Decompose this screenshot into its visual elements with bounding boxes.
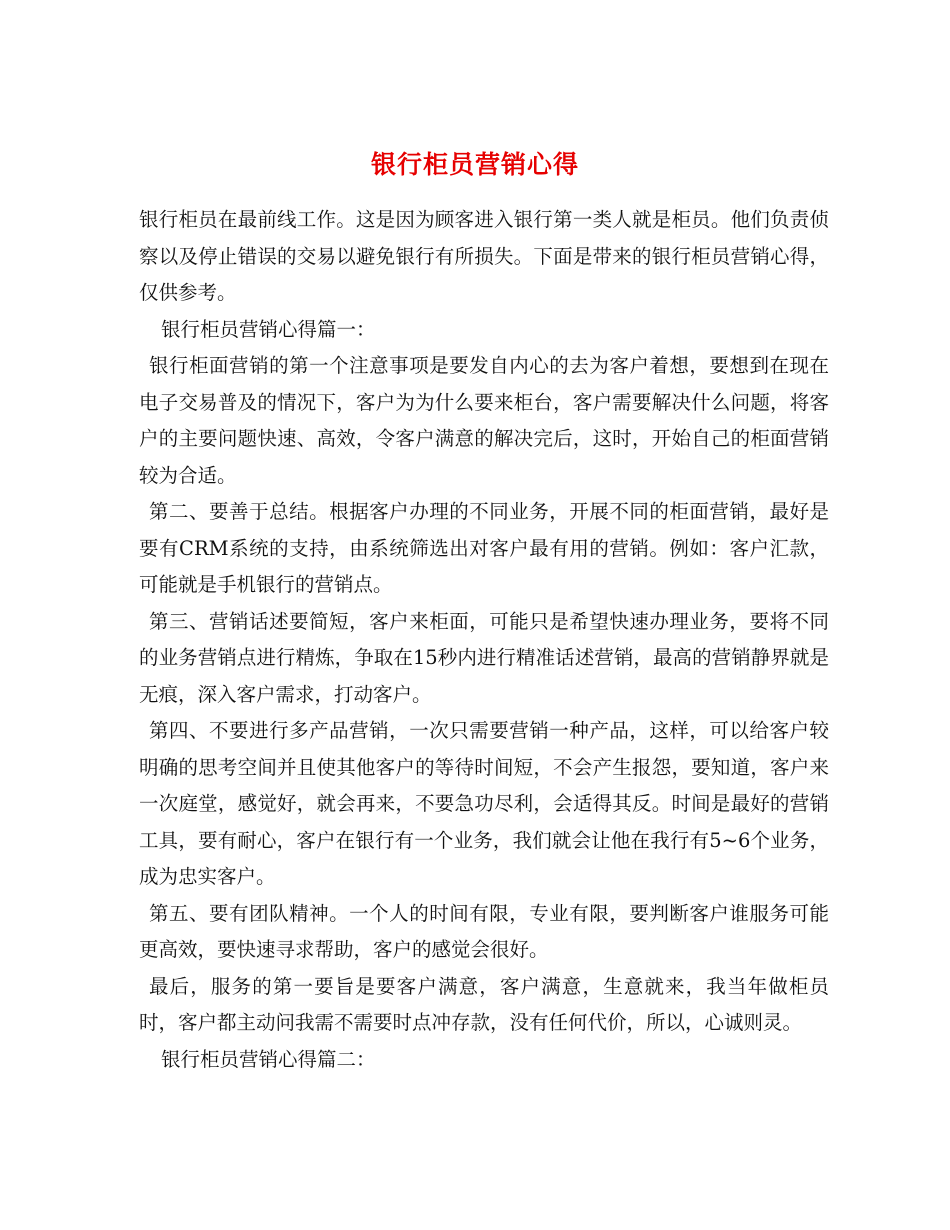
- paragraph-point-4: 第四、不要进行多产品营销，一次只需要营销一种产品，这样，可以给客户较明确的思考空间并且使其他客户的等待时间短，不会产生报怨，要知道，客户来一次庭堂，感觉好，就会再来，不要急功尽利，会适得其反。时间是最好的营销工具，要有耐心，客户在银行有一个业务，我们就会让他在我行有5~6个业务，成为忠实客户。: [139, 719, 829, 888]
- paragraph-point-5: 第五、要有团队精神。一个人的时间有限，专业有限，要判断客户谁服务可能更高效，要快速寻求帮助，客户的感觉会很好。: [139, 901, 829, 961]
- section-heading-2: 银行柜员营销心得篇二：: [161, 1047, 376, 1071]
- paragraph-point-1: 银行柜面营销的第一个注意事项是要发自内心的去为客户着想，要想到在现在电子交易普及的情况下，客户为为什么要来柜台，客户需要解决什么问题，将客户的主要问题快速、高效，令客户满意的解决完后，这时，开始自己的柜面营销较为合适。: [139, 354, 829, 487]
- document-title: 银行柜员营销心得: [370, 149, 579, 179]
- paragraph-conclusion: 最后，服务的第一要旨是要客户满意，客户满意，生意就来，我当年做柜员时，客户都主动问我需不需要时点冲存款，没有任何代价，所以，心诚则灵。: [139, 974, 829, 1034]
- section-heading-1: 银行柜员营销心得篇一：: [161, 317, 376, 341]
- intro-paragraph: 银行柜员在最前线工作。这是因为顾客进入银行第一类人就是柜员。他们负责侦察以及停止错误的交易以避免银行有所损失。下面是带来的银行柜员营销心得，仅供参考。: [139, 208, 829, 304]
- paragraph-point-3: 第三、营销话述要简短，客户来柜面，可能只是希望快速办理业务，要将不同的业务营销点进行精炼，争取在15秒内进行精准话述营销，最高的营销静界就是无痕，深入客户需求，打动客户。: [139, 609, 829, 706]
- paragraph-point-2: 第二、要善于总结。根据客户办理的不同业务，开展不同的柜面营销，最好是要有CRM系统的支持，由系统筛选出对客户最有用的营销。例如：客户汇款，可能就是手机银行的营销点。: [139, 500, 829, 596]
- document-body: [139, 202, 829, 1078]
